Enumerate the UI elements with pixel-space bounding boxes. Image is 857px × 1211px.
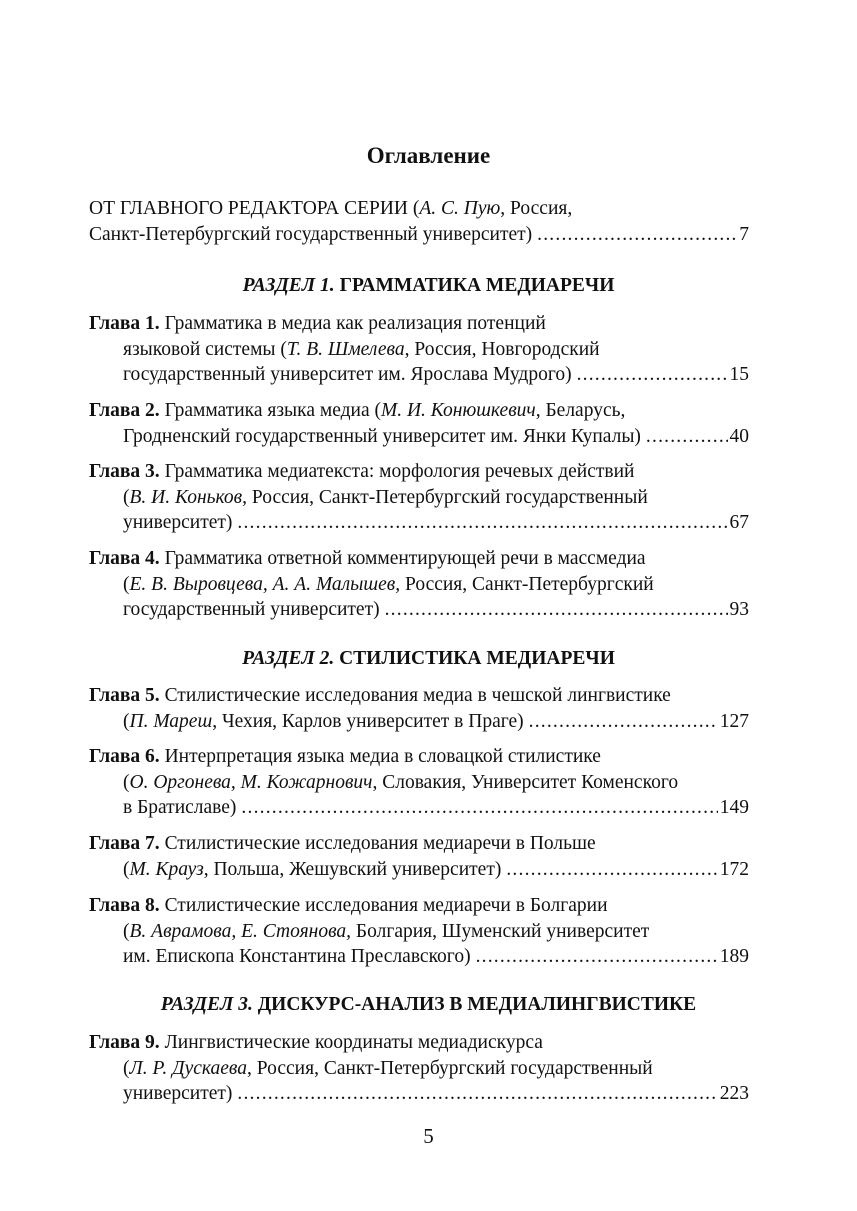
entry-page-number: 172	[719, 858, 749, 880]
section-name: ДИСКУРС-АНАЛИЗ В МЕДИАЛИНГВИСТИКЕ	[257, 994, 697, 1015]
dot-leader	[577, 362, 728, 388]
entry-text: , Беларусь,	[535, 400, 626, 421]
entry-author: Е. В. Выровцева, А. А. Малышев,	[129, 573, 401, 595]
entry-author: М. Крауз	[129, 858, 204, 880]
toc-entry-chapter-1[interactable]	[89, 311, 749, 388]
page-number: 5	[423, 1124, 434, 1148]
entry-text: (	[123, 920, 130, 942]
entry-text: Грамматика ответной комментирующей речи в массмедиа	[164, 548, 646, 569]
entry-text: , Словакия, Университет Коменского	[372, 771, 679, 793]
chapter-label: Глава 5.	[89, 685, 160, 706]
chapter-label: Глава 1.	[89, 313, 160, 334]
entry-text: Интерпретация языка медиа в словацкой стилистике	[164, 746, 601, 767]
entry-text: в Братиславе)	[123, 797, 237, 818]
chapter-label: Глава 2.	[89, 400, 160, 421]
entry-text: им. Епископа Константина Преславского)	[123, 946, 471, 967]
entry-text: Лингвистические координаты медиадискурса	[164, 1032, 543, 1053]
dot-leader	[537, 222, 737, 248]
section-name: ГРАММАТИКА МЕДИАРЕЧИ	[339, 275, 615, 296]
entry-text: Грамматика языка медиа (	[164, 400, 381, 421]
entry-text: государственный университет)	[123, 599, 380, 620]
chapter-label: Глава 4.	[89, 548, 160, 569]
section-heading-1	[0, 273, 857, 298]
dot-leader	[646, 424, 728, 450]
entry-author: А. С. Пую	[419, 198, 501, 219]
entry-page-number: 93	[729, 599, 749, 620]
dot-leader	[506, 857, 717, 883]
entry-author: Л. Р. Дускаева	[129, 1057, 248, 1079]
toc-entry-chapter-7[interactable]	[89, 831, 749, 882]
entry-page-number: 149	[719, 797, 749, 818]
entry-text: Гродненский государственный университет им. Янки Купалы)	[123, 425, 641, 447]
entry-text: Болгария, Шуменский университет	[351, 920, 650, 942]
section-number: РАЗДЕЛ 1.	[242, 275, 335, 296]
dot-leader	[237, 510, 727, 536]
entry-text: , Чехия, Карлов университет в Праге)	[212, 710, 524, 732]
entry-author: О. Оргонева, М. Кожарнович	[129, 771, 373, 793]
toc-entry-preface[interactable]	[89, 196, 749, 247]
toc-entry-chapter-9[interactable]	[89, 1030, 749, 1107]
entry-page-number: 189	[719, 946, 749, 967]
page-title: Оглавление	[366, 143, 491, 168]
entry-text: Стилистические исследования медиаречи в Болгарии	[164, 895, 608, 916]
entry-page-number: 40	[729, 425, 749, 447]
entry-text: Стилистические исследования медиаречи в Польше	[164, 833, 596, 854]
chapter-label: Глава 8.	[89, 895, 160, 916]
section-heading-2	[0, 646, 857, 671]
chapter-label: Глава 3.	[89, 461, 160, 482]
entry-text: университет)	[123, 512, 233, 533]
entry-text: , Россия,	[500, 198, 573, 219]
chapter-label: Глава 6.	[89, 746, 160, 767]
toc-entry-chapter-5[interactable]	[89, 683, 749, 734]
entry-page-number: 7	[739, 223, 749, 245]
entry-text: (	[123, 1057, 130, 1079]
toc-entry-chapter-8[interactable]	[89, 893, 749, 970]
toc-entry-chapter-6[interactable]	[89, 744, 749, 821]
entry-page-number: 223	[719, 1083, 749, 1104]
entry-text: (	[123, 858, 130, 880]
toc-entry-chapter-2[interactable]	[89, 398, 749, 449]
entry-text: Грамматика в медиа как реализация потенций	[164, 313, 546, 334]
entry-author: В. И. Коньков,	[129, 486, 247, 508]
toc-entry-chapter-3[interactable]	[89, 459, 749, 536]
entry-text: Стилистические исследования медиа в чешской лингвистике	[164, 685, 671, 706]
toc-entry-chapter-4[interactable]	[89, 546, 749, 623]
entry-text: ОТ ГЛАВНОГО РЕДАКТОРА СЕРИИ (	[89, 198, 420, 219]
entry-text: , Россия, Новгородский	[404, 338, 600, 360]
dot-leader	[385, 597, 728, 623]
entry-text: языковой системы (	[123, 338, 287, 360]
entry-text: (	[123, 771, 130, 793]
entry-page-number: 15	[729, 364, 749, 385]
entry-text: , Польша, Жешувский университет)	[203, 858, 502, 880]
entry-page-number: 67	[729, 512, 749, 533]
entry-author: Т. В. Шмелева	[286, 338, 405, 360]
entry-text: (	[123, 486, 130, 508]
entry-author: М. И. Конюшкевич	[380, 400, 536, 421]
entry-page-number: 127	[719, 710, 749, 732]
dot-leader	[476, 944, 718, 970]
entry-text: Санкт-Петербургский государственный университет)	[89, 223, 533, 245]
chapter-label: Глава 7.	[89, 833, 160, 854]
entry-text: государственный университет им. Ярослава Мудрого)	[123, 364, 572, 385]
dot-leader	[529, 709, 718, 735]
entry-text: Грамматика медиатекста: морфология речевых действий	[164, 461, 635, 482]
entry-text: Россия, Санкт-Петербургский	[400, 573, 654, 595]
chapter-label: Глава 9.	[89, 1032, 160, 1053]
entry-text: , Россия, Санкт-Петербургский государственный	[247, 1057, 653, 1079]
entry-author: П. Мареш	[129, 710, 213, 732]
entry-text: университет)	[123, 1083, 233, 1104]
section-name: СТИЛИСТИКА МЕДИАРЕЧИ	[339, 648, 615, 669]
entry-text: (	[123, 710, 130, 732]
entry-text: Россия, Санкт-Петербургский государственный	[246, 486, 648, 508]
section-number: РАЗДЕЛ 2.	[242, 648, 335, 669]
dot-leader	[241, 795, 717, 821]
entry-author: В. Аврамова, Е. Стоянова,	[129, 920, 352, 942]
entry-text: (	[123, 573, 130, 595]
dot-leader	[237, 1081, 717, 1107]
section-heading-3	[0, 992, 857, 1017]
section-number: РАЗДЕЛ 3.	[160, 994, 253, 1015]
